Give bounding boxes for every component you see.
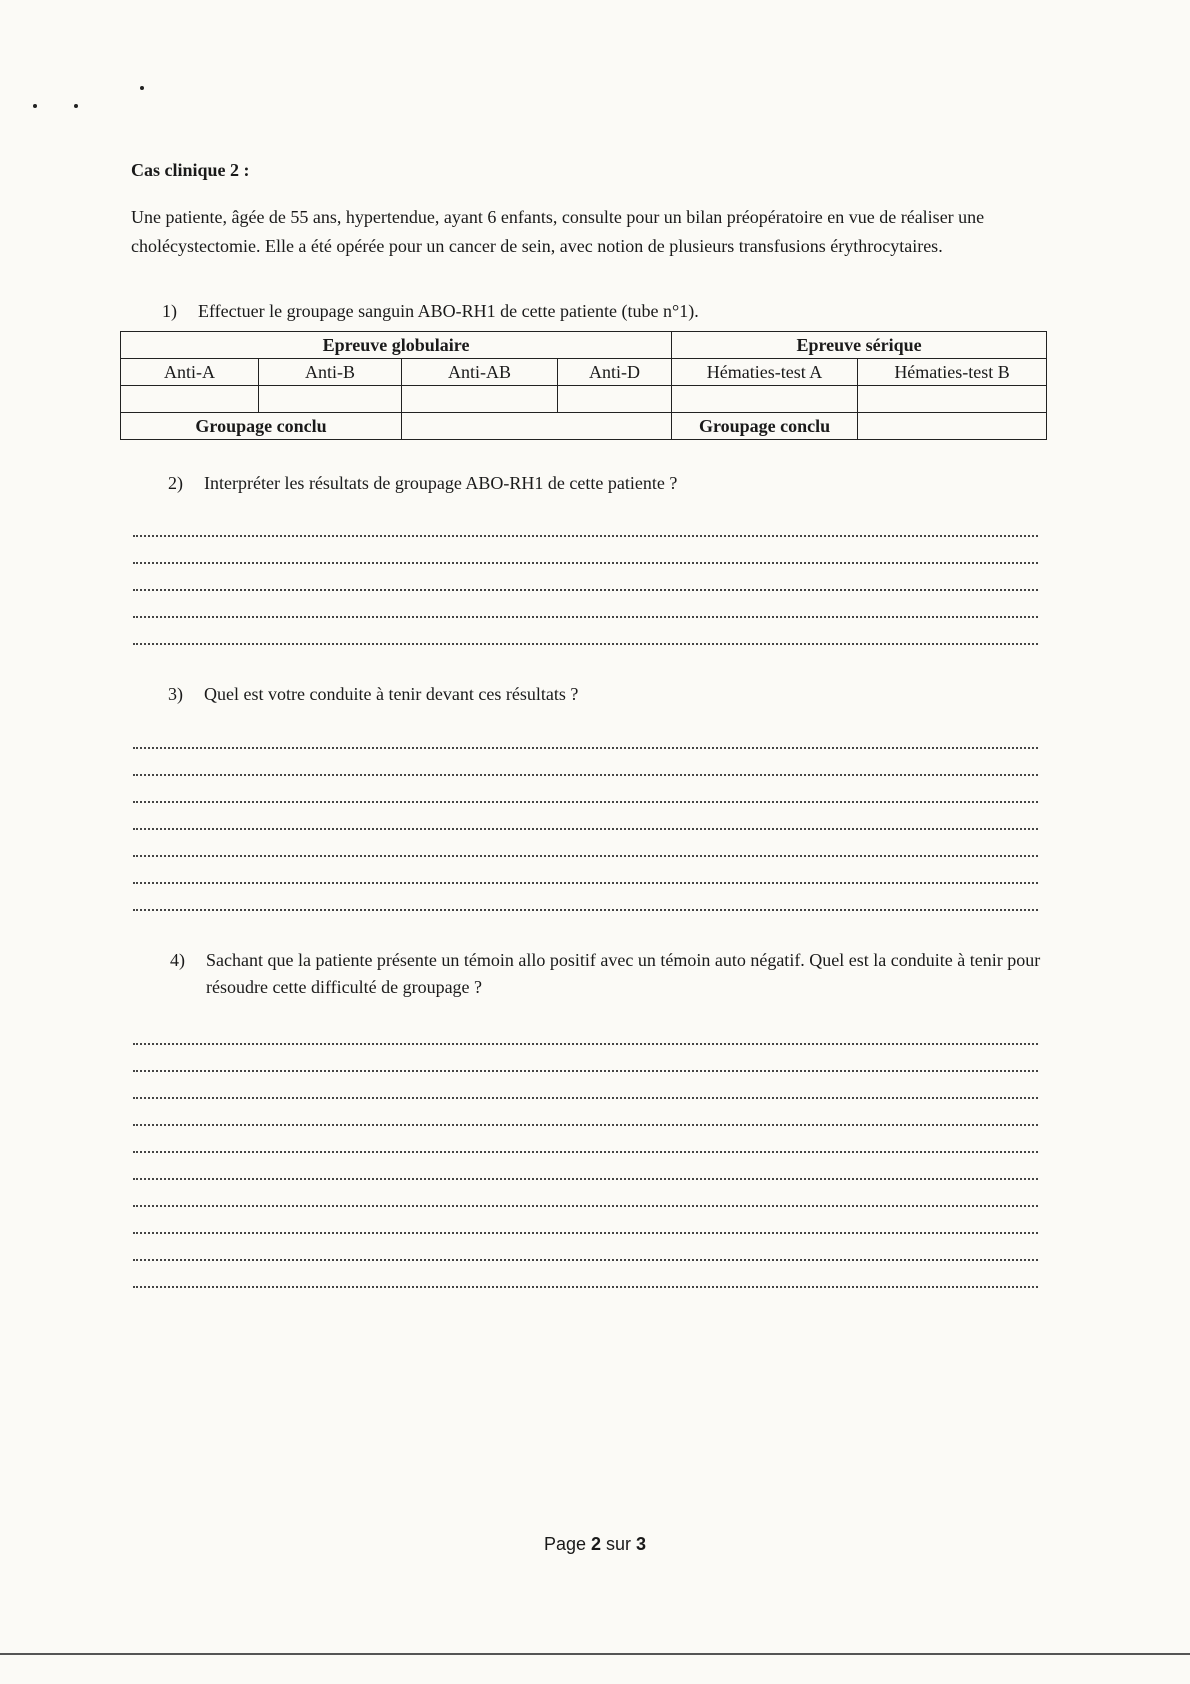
answer-line[interactable] [133,1207,1038,1234]
question-3 [168,681,578,708]
answer-line[interactable] [133,1018,1038,1045]
globular-conclusion-answer[interactable] [402,413,672,440]
answer-cell-anti-a[interactable] [121,386,259,413]
answer-line[interactable] [133,618,1038,645]
case-description: Une patiente, âgée de 55 ans, hypertendue, ayant 6 enfants, consulte pour un bilan préopératoire en vue de réaliser une cholécystectomie. Elle a été opérée pour un cancer de sein, avec notion de plusieurs transfusions érythrocytaires. [131,207,985,256]
column-hematies-test-a: Hématies-test A [672,359,858,386]
footer-middle: sur [601,1534,637,1554]
question-number: 3) [168,684,183,704]
column-hematies-test-b: Hématies-test B [858,359,1047,386]
answer-line[interactable] [133,1126,1038,1153]
scan-speck [33,104,37,108]
serum-test-header: Epreuve sérique [672,332,1047,359]
question-text: Interpréter les résultats de groupage ABO-RH1 de cette patiente ? [204,473,678,493]
question-4 [170,947,1050,1001]
globular-conclusion-label: Groupage conclu [121,413,402,440]
case-heading: Cas clinique 2 : [131,160,250,180]
page-footer [0,1534,1190,1555]
globular-test-header: Epreuve globulaire [121,332,672,359]
answer-line[interactable] [133,749,1038,776]
scan-speck [140,86,144,90]
answer-cell-hematies-test-a[interactable] [672,386,858,413]
answer-line[interactable] [133,803,1038,830]
footer-total-pages: 3 [636,1534,647,1554]
column-anti-ab: Anti-AB [402,359,558,386]
column-anti-b: Anti-B [259,359,402,386]
scan-speck [74,104,78,108]
answer-cell-anti-b[interactable] [259,386,402,413]
footer-prefix: Page [543,1534,591,1554]
footer-current-page: 2 [591,1534,602,1554]
answer-area-4[interactable] [133,1018,1038,1288]
answer-area-2[interactable] [133,510,1038,645]
answer-line[interactable] [133,830,1038,857]
column-anti-a: Anti-A [121,359,259,386]
question-number: 2) [168,473,183,493]
answer-line[interactable] [133,1180,1038,1207]
answer-cell-hematies-test-b[interactable] [858,386,1047,413]
answer-cell-anti-ab[interactable] [402,386,558,413]
question-text: Effectuer le groupage sanguin ABO-RH1 de cette patiente (tube n°1). [198,301,699,321]
answer-line[interactable] [133,591,1038,618]
answer-line[interactable] [133,1261,1038,1288]
question-1 [162,298,699,325]
question-text: Quel est votre conduite à tenir devant ces résultats ? [204,684,579,704]
answer-line[interactable] [133,537,1038,564]
answer-line[interactable] [133,722,1038,749]
serum-conclusion-answer[interactable] [858,413,1047,440]
answer-line[interactable] [133,1099,1038,1126]
answer-line[interactable] [133,884,1038,911]
answer-line[interactable] [133,1045,1038,1072]
grouping-table [120,331,1047,440]
answer-line[interactable] [133,1072,1038,1099]
answer-cell-anti-d[interactable] [558,386,672,413]
column-anti-d: Anti-D [558,359,672,386]
answer-line[interactable] [133,1234,1038,1261]
answer-line[interactable] [133,564,1038,591]
answer-line[interactable] [133,857,1038,884]
question-text: Sachant que la patiente présente un témoin allo positif avec un témoin auto négatif. Quel est la conduite à tenir pour résoudre cette difficulté de groupage ? [206,950,1041,997]
serum-conclusion-label: Groupage conclu [672,413,858,440]
question-number: 4) [170,950,185,970]
answer-line[interactable] [133,510,1038,537]
scan-edge-line [0,1653,1190,1655]
question-2 [168,470,677,497]
question-number: 1) [162,301,177,321]
answer-area-3[interactable] [133,722,1038,911]
answer-line[interactable] [133,1153,1038,1180]
answer-line[interactable] [133,776,1038,803]
